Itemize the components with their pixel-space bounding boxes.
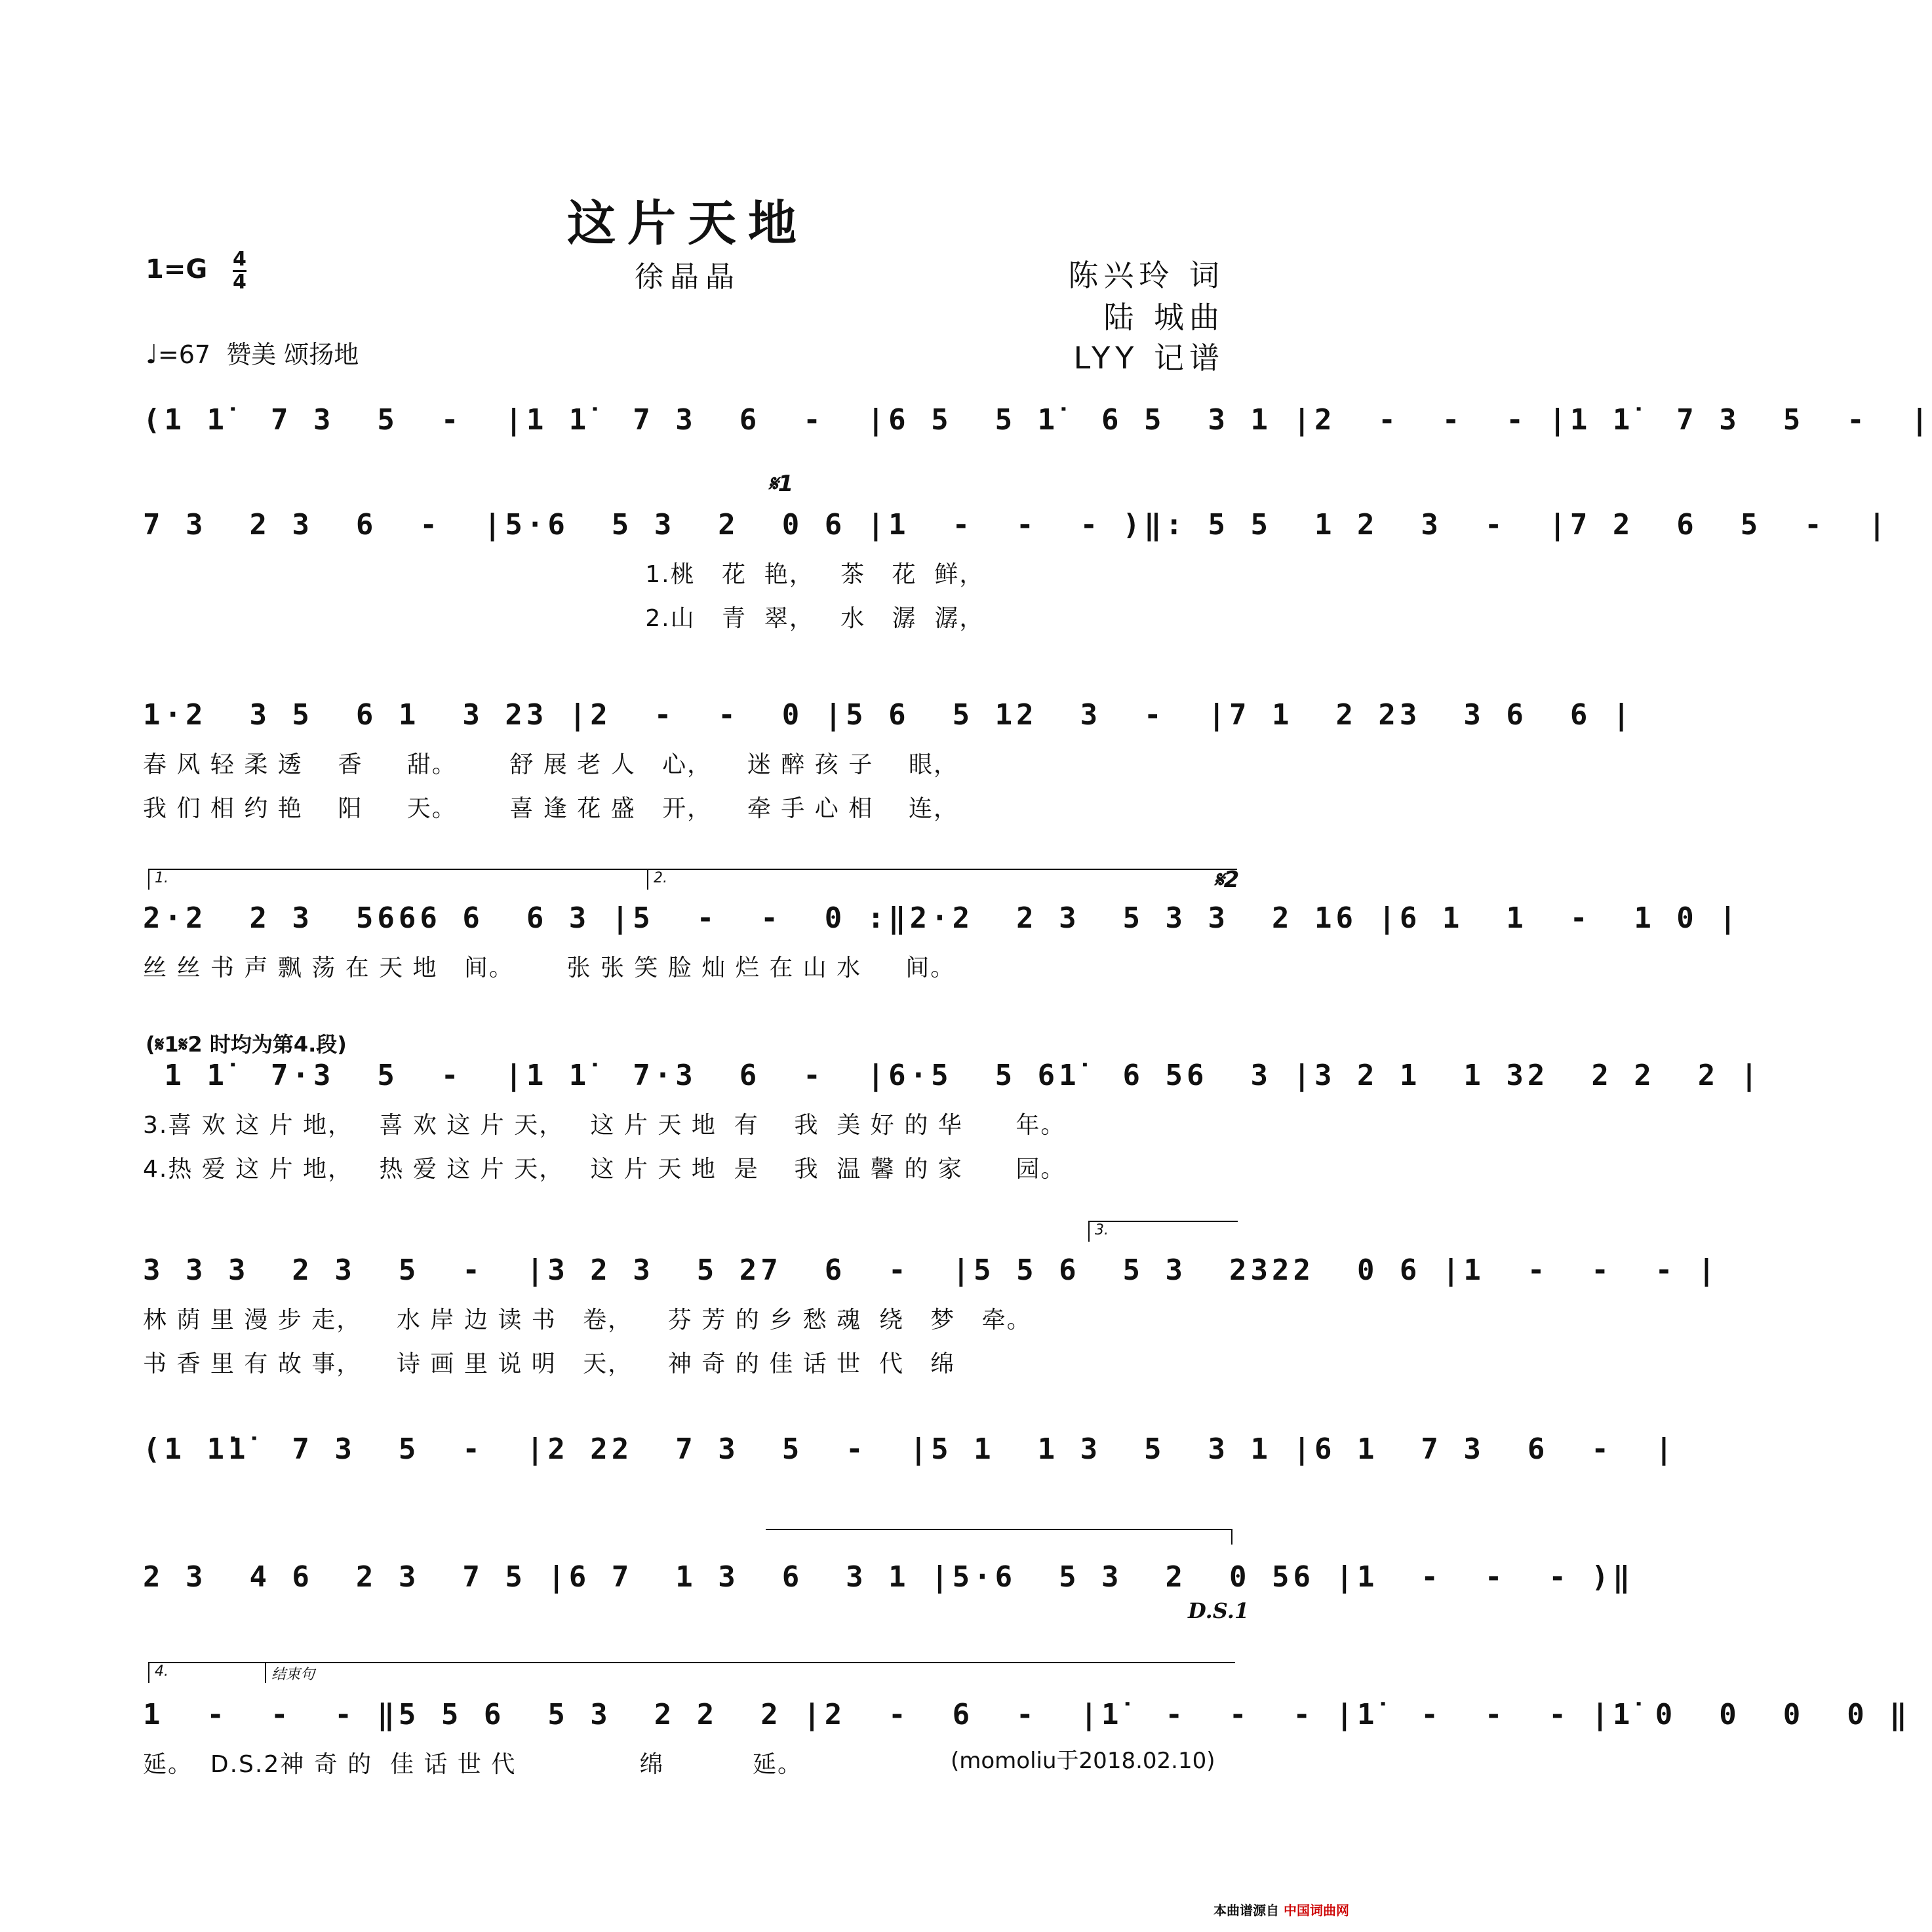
singer: 徐晶晶 bbox=[635, 260, 741, 294]
time-signature-bottom: 4 bbox=[233, 271, 246, 294]
volta-3-bracket: 3. bbox=[1088, 1221, 1238, 1242]
phrase-bracket bbox=[766, 1529, 1232, 1545]
score-row-2 bbox=[143, 508, 1890, 633]
source-footer bbox=[1213, 1900, 1349, 1919]
tempo-value: =67 bbox=[157, 340, 211, 369]
notes-row-1: (1 1̇ 7 3 5 - |1 1̇ 7 3 6 - |6 5 5 1̇ 6 5 3 1 |2 - - - |1 1̇ 7 3 5 - | bbox=[143, 403, 1932, 437]
score-row-1 bbox=[143, 403, 1932, 437]
notes-row-7: (1 1̇1̇ 7 3 5 - |2 22 7 3 5 - |5 1 1 3 5 3 1 |6 1 7 3 6 - | bbox=[143, 1432, 1677, 1466]
signature-note: (momoliu于2018.02.10) bbox=[951, 1748, 1215, 1774]
quarter-note-icon: ♩ bbox=[146, 340, 158, 370]
transcriber-credit: LYY 记谱 bbox=[1073, 340, 1225, 376]
score-row-8 bbox=[143, 1560, 1634, 1594]
lyrics-row-5-verse-3: 3.喜 欢 这 片 地， 喜 欢 这 片 天， 这 片 天 地 有 我 美 好 的 华 年。 bbox=[143, 1112, 1066, 1139]
score-row-4 bbox=[143, 901, 1741, 983]
lyrics-row-4: 丝 丝 书 声 飘 荡 在 天 地 间。 张 张 笑 脸 灿 烂 在 山 水 间。 bbox=[143, 955, 956, 981]
footer-source-label: 本曲谱源自 bbox=[1213, 1902, 1280, 1918]
lyrics-row-3-verse-1: 春 风 轻 柔 透 香 甜。 舒 展 老 人 心， 迷 醉 孩 子 眼， bbox=[143, 751, 958, 778]
lyricist-credit: 陈兴玲 词 bbox=[1068, 258, 1225, 293]
notes-row-9: 1 - - - ‖5 5 6 5 3 2 2 2 |2 - 6 - |1̇ - - - |1̇ - - - |1̇ 0 0 0 0 ‖ bbox=[143, 1698, 1911, 1731]
lyrics-row-3-verse-2: 我 们 相 约 艳 阳 天。 喜 逢 花 盛 开， 牵 手 心 相 连， bbox=[143, 795, 958, 822]
time-signature-top: 4 bbox=[233, 248, 246, 271]
lyrics-row-9: 延。 D.S.2神 奇 的 佳 话 世 代 绵 延。 bbox=[143, 1751, 802, 1778]
volta-2-bracket: 2. bbox=[647, 869, 1237, 890]
composer-credit: 陆 城曲 bbox=[1103, 300, 1225, 335]
score-row-6 bbox=[143, 1253, 1720, 1379]
tempo-marking bbox=[146, 334, 359, 370]
footer-site-name: 中国词曲网 bbox=[1284, 1902, 1349, 1918]
notes-row-3: 1·2 3 5 6 1 3 23 |2 - - 0 |5 6 5 12 3 - |7 1 2 23 3 6 6 | bbox=[143, 698, 1634, 732]
score-row-7 bbox=[143, 1432, 1677, 1466]
segno-1-icon: 𝄋1 bbox=[768, 471, 794, 497]
notes-row-2: 7 3 2 3 6 - |5·6 5 3 2 0 6 |1 - - - )‖: 5 5 1 2 3 - |7 2 6 5 - | bbox=[143, 508, 1890, 542]
notes-row-8: 2 3 4 6 2 3 7 5 |6 7 1 3 6 3 1 |5·6 5 3 2 0 56 |1 - - - )‖ bbox=[143, 1560, 1634, 1594]
volta-4-bracket: 4. bbox=[148, 1662, 267, 1683]
score-row-5 bbox=[143, 1059, 1762, 1184]
lyrics-row-2-verse-2: 2.山 青 翠， 水 潺 潺， bbox=[143, 605, 985, 632]
song-title: 这片天地 bbox=[567, 195, 808, 252]
key-signature: 1=G bbox=[146, 254, 208, 285]
lyrics-row-6-verse-1: 林 荫 里 漫 步 走， 水 岸 边 读 书 卷， 芬 芳 的 乡 愁 魂 绕 梦 牵。 bbox=[143, 1307, 1032, 1333]
segno-2-icon: 𝄋2 bbox=[1214, 867, 1240, 893]
lyrics-row-2-verse-1: 1.桃 花 艳， 茶 花 鲜， bbox=[143, 561, 985, 588]
volta-1-bracket: 1. bbox=[148, 869, 650, 890]
ds1-marking: D.S.1 bbox=[1188, 1598, 1250, 1623]
notes-row-4: 2·2 2 3 5666 6 6 3 |5 - - 0 :‖2·2 2 3 5 3 3 2 16 |6 1 1 - 1 0 | bbox=[143, 901, 1741, 935]
lyrics-row-6-verse-2: 书 香 里 有 故 事， 诗 画 里 说 明 天， 神 奇 的 佳 话 世 代 绵 bbox=[143, 1350, 956, 1377]
expression-text: 赞美 颂扬地 bbox=[226, 340, 359, 369]
lyrics-row-5-verse-4: 4.热 爱 这 片 地， 热 爱 这 片 天， 这 片 天 地 是 我 温 馨 的 家 园。 bbox=[143, 1156, 1066, 1183]
repeat-instruction: (𝄋1𝄋2 时均为第4.段) bbox=[146, 1032, 347, 1057]
ending-bracket: 结束句 bbox=[265, 1662, 1235, 1683]
notes-row-6: 3 3 3 2 3 5 - |3 2 3 5 27 6 - |5 5 6 5 3 2322 0 6 |1 - - - | bbox=[143, 1253, 1720, 1287]
score-row-3 bbox=[143, 698, 1634, 823]
notes-row-5: 1 1̇ 7·3 5 - |1 1̇ 7·3 6 - |6·5 5 61̇ 6 56 3 |3 2 1 1 32 2 2 2 | bbox=[143, 1059, 1762, 1092]
